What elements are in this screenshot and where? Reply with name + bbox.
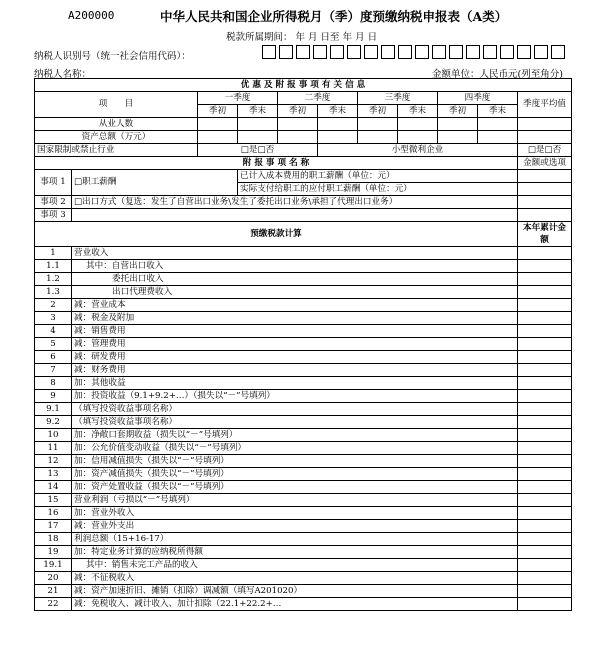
tin-digit-box[interactable]	[483, 45, 497, 59]
employee-count-cell[interactable]	[478, 118, 518, 131]
employee-count-cell[interactable]	[278, 118, 318, 131]
cumulative-amount-cell[interactable]	[518, 533, 572, 546]
row-label: 加：公允价值变动收益（损失以“－”号填列）	[72, 442, 518, 455]
calc-row	[35, 507, 572, 520]
tin-digit-box[interactable]	[466, 45, 480, 59]
total-assets-cell[interactable]	[318, 131, 358, 144]
tin-digit-box[interactable]	[381, 45, 395, 59]
cumulative-amount-cell[interactable]	[518, 494, 572, 507]
calc-row	[35, 403, 572, 416]
export-method-checkbox[interactable]: □出口方式（复选：发生了自营出口业务\发生了委托出口业务\承担了代理出口业务）	[72, 196, 518, 209]
cumulative-amount-cell[interactable]	[518, 364, 572, 377]
quarter-1: 一季度	[198, 92, 278, 105]
row-label: 减：财务费用	[72, 364, 518, 377]
amount-or-option-header: 金额或选项	[518, 157, 572, 170]
calc-row	[35, 455, 572, 468]
tin-digit-box[interactable]	[534, 45, 548, 59]
cumulative-amount-cell[interactable]	[518, 520, 572, 533]
small-micro-label: 小型微利企业	[318, 144, 518, 157]
total-assets-label: 资产总额（万元）	[35, 131, 198, 144]
row-number: 1.1	[35, 260, 72, 273]
row-number: 10	[35, 429, 72, 442]
calc-row	[35, 325, 572, 338]
cumulative-amount-cell[interactable]	[518, 286, 572, 299]
quarter-3: 三季度	[358, 92, 438, 105]
calc-row	[35, 585, 572, 598]
quarter-2: 二季度	[278, 92, 358, 105]
cumulative-amount-cell[interactable]	[518, 455, 572, 468]
currency-unit: 金额单位：人民币元(列至角分)	[432, 69, 563, 80]
row-label: 其中：销售未完工产品的收入	[72, 559, 518, 572]
total-assets-cell[interactable]	[238, 131, 278, 144]
employee-count-cell[interactable]	[238, 118, 278, 131]
row-number: 1	[35, 247, 72, 260]
calc-row	[35, 260, 572, 273]
calc-row	[35, 572, 572, 585]
tin-digit-box[interactable]	[551, 45, 565, 59]
tin-digit-box[interactable]	[313, 45, 327, 59]
calc-row	[35, 598, 572, 611]
cumulative-amount-cell[interactable]	[518, 559, 572, 572]
row-label: 减：研发费用	[72, 351, 518, 364]
total-assets-cell[interactable]	[518, 131, 572, 144]
form-title: 中华人民共和国企业所得税月（季）度预缴纳税申报表（A类）	[160, 9, 508, 24]
q3-begin: 季初	[358, 105, 398, 118]
quarter-4: 四季度	[438, 92, 518, 105]
row-label: 出口代理费收入	[72, 286, 518, 299]
cumulative-amount-cell[interactable]	[518, 585, 572, 598]
calc-row	[35, 390, 572, 403]
calc-row	[35, 559, 572, 572]
calc-row	[35, 247, 572, 260]
calc-row	[35, 533, 572, 546]
total-assets-cell[interactable]	[398, 131, 438, 144]
row-number: 3	[35, 312, 72, 325]
calc-row	[35, 429, 572, 442]
tin-digit-box[interactable]	[279, 45, 293, 59]
calc-row	[35, 351, 572, 364]
row-number: 14	[35, 481, 72, 494]
row-number: 2	[35, 299, 72, 312]
cumulative-amount-cell[interactable]	[518, 546, 572, 559]
taxpayer-id-boxes[interactable]	[262, 45, 568, 59]
item-3-cell[interactable]	[518, 209, 572, 222]
declaration-table	[34, 78, 572, 611]
tax-period: 税款所属期间： 年 月 日至 年 月 日	[226, 32, 378, 43]
row-label: 营业收入	[72, 247, 518, 260]
calc-row	[35, 377, 572, 390]
row-number: 7	[35, 364, 72, 377]
row-label: 加：特定业务计算的应纳税所得额	[72, 546, 518, 559]
tin-digit-box[interactable]	[449, 45, 463, 59]
item-3-content[interactable]	[72, 209, 518, 222]
row-label: 营业利润（亏损以“－”号填列）	[72, 494, 518, 507]
row-number: 21	[35, 585, 72, 598]
row-number: 15	[35, 494, 72, 507]
restricted-industry-label: 国家限制或禁止行业	[35, 144, 198, 157]
row-label: 加：营业外收入	[72, 507, 518, 520]
employee-count-cell[interactable]	[318, 118, 358, 131]
cumulative-amount-header: 本年累计金额	[518, 222, 572, 247]
row-number: 5	[35, 338, 72, 351]
cumulative-amount-cell[interactable]	[518, 598, 572, 611]
calc-row	[35, 494, 572, 507]
tin-digit-box[interactable]	[364, 45, 378, 59]
cumulative-amount-cell[interactable]	[518, 572, 572, 585]
row-label: 加：投资收益（9.1+9.2+…）（损失以“－”号填列）	[72, 390, 518, 403]
calc-row	[35, 286, 572, 299]
item-1-label: 事项 1	[35, 170, 72, 196]
row-label: 减：营业外支出	[72, 520, 518, 533]
cumulative-amount-cell[interactable]	[518, 442, 572, 455]
cumulative-amount-cell[interactable]	[518, 247, 572, 260]
cumulative-amount-cell[interactable]	[518, 260, 572, 273]
row-label: 加：其他收益	[72, 377, 518, 390]
cumulative-amount-cell[interactable]	[518, 416, 572, 429]
cumulative-amount-cell[interactable]	[518, 429, 572, 442]
row-number: 12	[35, 455, 72, 468]
q1-end: 季末	[238, 105, 278, 118]
tin-digit-box[interactable]	[347, 45, 361, 59]
attached-items-header: 附 报 事 项 名 称	[35, 157, 518, 170]
row-number: 16	[35, 507, 72, 520]
total-assets-cell[interactable]	[358, 131, 398, 144]
row-number: 8	[35, 377, 72, 390]
row-label: 委托出口收入	[72, 273, 518, 286]
row-number: 20	[35, 572, 72, 585]
preferential-section-title: 优 惠 及 附 报 事 项 有 关 信 息	[35, 79, 572, 92]
tin-digit-box[interactable]	[500, 45, 514, 59]
row-label: （填写投资收益事项名称）	[72, 416, 518, 429]
salary-in-cost-cell[interactable]	[518, 170, 572, 183]
row-number: 6	[35, 351, 72, 364]
row-number: 17	[35, 520, 72, 533]
row-number: 9.2	[35, 416, 72, 429]
q2-end: 季末	[318, 105, 358, 118]
form-header	[0, 0, 595, 78]
cumulative-amount-cell[interactable]	[518, 403, 572, 416]
row-label: 减：税金及附加	[72, 312, 518, 325]
total-assets-cell[interactable]	[198, 131, 238, 144]
row-number: 18	[35, 533, 72, 546]
row-label: 加：信用减值损失（损失以“－”号填列）	[72, 455, 518, 468]
calc-row	[35, 468, 572, 481]
calc-row	[35, 416, 572, 429]
item-2-label: 事项 2	[35, 196, 72, 209]
row-label: 加：净敞口套期收益（损失以“－”号填列）	[72, 429, 518, 442]
tin-digit-box[interactable]	[296, 45, 310, 59]
cumulative-amount-cell[interactable]	[518, 468, 572, 481]
row-number: 1.3	[35, 286, 72, 299]
total-assets-cell[interactable]	[478, 131, 518, 144]
item-3-label: 事项 3	[35, 209, 72, 222]
row-label: （填写投资收益事项名称）	[72, 403, 518, 416]
cumulative-amount-cell[interactable]	[518, 481, 572, 494]
row-number: 13	[35, 468, 72, 481]
row-label: 加：资产减值损失（损失以“－”号填列）	[72, 468, 518, 481]
q4-begin: 季初	[438, 105, 478, 118]
row-number: 11	[35, 442, 72, 455]
tin-digit-box[interactable]	[262, 45, 276, 59]
cumulative-amount-cell[interactable]	[518, 338, 572, 351]
total-assets-cell[interactable]	[438, 131, 478, 144]
row-label: 减：营业成本	[72, 299, 518, 312]
cumulative-amount-cell[interactable]	[518, 299, 572, 312]
row-label: 加：资产处置收益（损失以“－”号填列）	[72, 481, 518, 494]
q4-end: 季末	[478, 105, 518, 118]
row-number: 1.2	[35, 273, 72, 286]
calc-row	[35, 520, 572, 533]
cumulative-amount-cell[interactable]	[518, 507, 572, 520]
total-assets-cell[interactable]	[278, 131, 318, 144]
row-number: 19	[35, 546, 72, 559]
cumulative-amount-cell[interactable]	[518, 312, 572, 325]
calc-row	[35, 442, 572, 455]
row-label: 减：免税收入、减计收入、加计扣除（22.1+22.2+…	[72, 598, 518, 611]
calc-row	[35, 481, 572, 494]
salary-in-cost-label: 已计入成本费用的职工薪酬（单位：元）	[238, 170, 518, 183]
row-label: 减：资产加速折旧、摊销（扣除）调减额（填写A201020）	[72, 585, 518, 598]
employee-count-cell[interactable]	[358, 118, 398, 131]
calc-row	[35, 546, 572, 559]
export-method-cell[interactable]	[518, 196, 572, 209]
row-label: 利润总额（15+16-17）	[72, 533, 518, 546]
cumulative-amount-cell[interactable]	[518, 351, 572, 364]
form-code: A200000	[68, 9, 115, 22]
q3-end: 季末	[398, 105, 438, 118]
row-label: 其中：自营出口收入	[72, 260, 518, 273]
cumulative-amount-cell[interactable]	[518, 325, 572, 338]
tin-digit-box[interactable]	[415, 45, 429, 59]
row-number: 19.1	[35, 559, 72, 572]
tin-digit-box[interactable]	[432, 45, 446, 59]
prepaid-tax-section-title: 预缴税款计算	[35, 222, 518, 247]
row-number: 22	[35, 598, 72, 611]
row-label: 减：销售费用	[72, 325, 518, 338]
calc-row	[35, 299, 572, 312]
small-micro-checkbox[interactable]: □是□否	[518, 144, 572, 157]
salary-paid-cell[interactable]	[518, 183, 572, 196]
employee-count-cell[interactable]	[198, 118, 238, 131]
calc-row	[35, 273, 572, 286]
calc-row	[35, 364, 572, 377]
q1-begin: 季初	[198, 105, 238, 118]
employee-count-cell[interactable]	[398, 118, 438, 131]
cumulative-amount-cell[interactable]	[518, 390, 572, 403]
employee-count-label: 从业人数	[35, 118, 198, 131]
taxpayer-name-label: 纳税人名称：	[34, 69, 92, 80]
staff-salary-checkbox[interactable]: □职工薪酬	[72, 170, 238, 196]
employee-count-cell[interactable]	[438, 118, 478, 131]
restricted-industry-checkbox[interactable]: □是□否	[198, 144, 318, 157]
row-number: 9.1	[35, 403, 72, 416]
item-header: 项 目	[35, 92, 198, 118]
taxpayer-id-label: 纳税人识别号（统一社会信用代码）：	[34, 51, 191, 62]
row-number: 4	[35, 325, 72, 338]
employee-count-cell[interactable]	[518, 118, 572, 131]
salary-paid-label: 实际支付给职工的应付职工薪酬（单位：元）	[238, 183, 518, 196]
tin-digit-box[interactable]	[517, 45, 531, 59]
row-label: 减：不征税收入	[72, 572, 518, 585]
cumulative-amount-cell[interactable]	[518, 273, 572, 286]
q2-begin: 季初	[278, 105, 318, 118]
row-label: 减：管理费用	[72, 338, 518, 351]
tin-digit-box[interactable]	[330, 45, 344, 59]
calc-row	[35, 312, 572, 325]
calc-row	[35, 338, 572, 351]
quarterly-average: 季度平均值	[518, 92, 572, 118]
tin-digit-box[interactable]	[398, 45, 412, 59]
cumulative-amount-cell[interactable]	[518, 377, 572, 390]
row-number: 9	[35, 390, 72, 403]
